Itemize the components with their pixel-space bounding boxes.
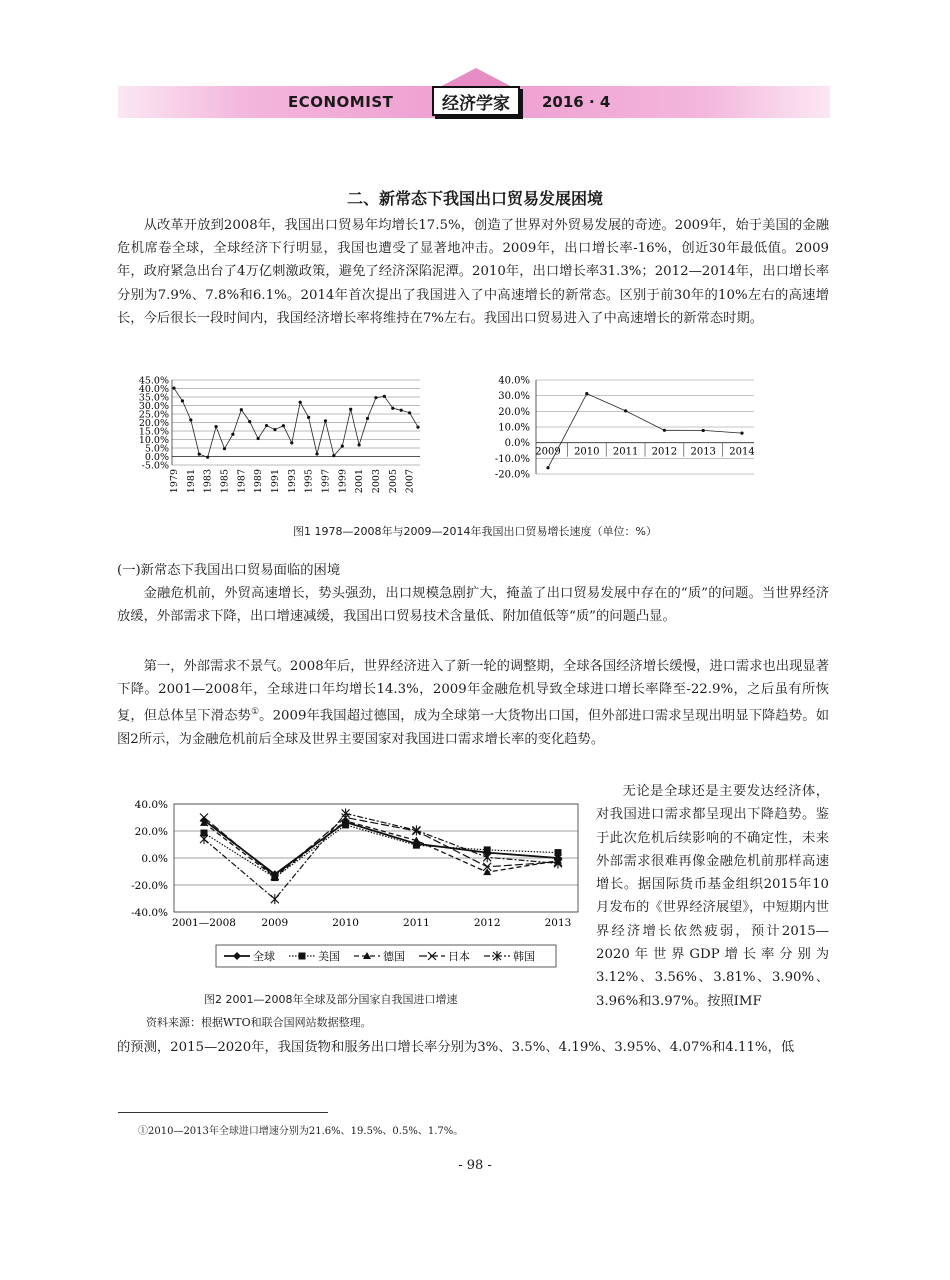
data-point (198, 453, 201, 456)
data-point (546, 466, 549, 469)
data-point (383, 395, 386, 398)
figure2-chart (118, 790, 590, 990)
y-tick-label: 30.0% (138, 401, 169, 412)
y-tick-label: 10.0% (498, 422, 530, 434)
data-point (349, 408, 352, 411)
figure1-caption: 图1 1978—2008年与2009—2014年我国出口贸易增长速度（单位：%） (293, 525, 657, 538)
x-tick-label: 2013 (544, 917, 572, 929)
x-tick-label: 1983 (202, 469, 214, 494)
y-tick-label: -20.0% (494, 469, 530, 481)
data-point (315, 452, 318, 455)
x-tick-label: 2001—2008 (172, 917, 236, 929)
x-tick-label: 2011 (612, 446, 639, 458)
data-point (332, 454, 335, 457)
paragraph-2: 金融危机前，外贸高速增长，势头强劲，出口规模急剧扩大，掩盖了出口贸易发展中存在的“质”的问题。当世界经济放缓，外部需求下降，出口增速减缓，我国出口贸易技术含量低、附加值低等“质”的问题凸显。 (117, 586, 829, 625)
y-tick-label: 15.0% (138, 426, 169, 438)
x-tick-label: 1979 (169, 469, 180, 494)
data-point (400, 409, 403, 412)
data-point (366, 417, 369, 420)
y-tick-label: -5.0% (141, 460, 169, 472)
y-tick-label: 25.0% (138, 409, 169, 421)
x-tick-label: 1987 (236, 469, 248, 494)
x-tick-label: 2012 (651, 446, 678, 458)
x-tick-label: 2007 (404, 469, 416, 494)
footnote-marker: ① (251, 707, 260, 718)
x-tick-label: 2014 (729, 446, 755, 458)
x-tick-label: 1999 (337, 469, 349, 494)
data-point (391, 407, 394, 410)
x-tick-label: 1991 (269, 469, 281, 494)
x-tick-label: 1997 (320, 469, 332, 494)
figure2-caption: 图2 2001—2008年全球及部分国家自我国进口增速 (204, 993, 458, 1006)
data-point (663, 429, 666, 432)
footnote-divider (118, 1112, 328, 1113)
legend-label: 日本 (448, 950, 470, 963)
data-point (282, 424, 285, 427)
journal-name: ECONOMIST (288, 93, 394, 111)
x-tick-label: 1993 (286, 469, 298, 494)
data-point (240, 408, 243, 411)
paragraph-3-text-a: 第一，外部需求不景气。2008年后，世界经济进入了新一轮的调整期，全球各国经济增长缓慢，进口需求也出现显著下降。2001—2008年，全球进口年均增长14.3%，2009年金融危机导致全球进口增长率降至-22.9%，之后虽有所恢复，但总体呈下滑态势 (117, 659, 829, 724)
y-tick-label: 20.0% (134, 826, 168, 838)
y-tick-label: 40.0% (138, 384, 169, 395)
data-point (585, 392, 588, 395)
x-tick-label: 1985 (219, 469, 231, 494)
data-point (290, 441, 293, 444)
data-point (273, 428, 276, 431)
footnote: ①2010—2013年全球进口增速分别为21.6%、19.5%、0.5%、1.7%。 (138, 1126, 464, 1137)
x-tick-label: 2012 (473, 917, 501, 929)
data-point (299, 953, 306, 960)
data-point (172, 387, 175, 390)
legend-label: 韩国 (513, 950, 535, 963)
data-point (257, 437, 260, 440)
paragraph-continued: 的预测，2015—2020年，我国货物和服务出口增长率分别为3%、3.5%、4.19%、3.95%、4.07%和4.11%，低 (117, 1040, 795, 1055)
legend-label: 全球 (253, 950, 275, 963)
y-tick-label: 40.0% (498, 375, 530, 387)
paragraph-1: 从改革开放到2008年，我国出口贸易年均增长17.5%，创造了世界对外贸易发展的奇迹。2009年，始于美国的金融危机席卷全球，全球经济下行明显，我国也遭受了显著地冲击。2009年，出口增长率-16%，创近30年最低值。2009年，政府紧急出台了4万亿刺激政策，避免了经济深陷泥潭。2010年，出口增长率31.3%；2012—2014年，出口增长率分别为7.9%、7.8%和6.1%。2014年首次提出了我国进入了中高速增长的新常态。区别于前30年的10%左右的高速增长，今后很长一段时间内，我国经济增长率将维持在7%左右。我国出口贸易进入了中高速增长的新常态时期。 (117, 218, 829, 326)
data-point (740, 432, 743, 435)
data-point (702, 429, 705, 432)
y-tick-label: 35.0% (138, 392, 169, 404)
x-tick-label: 1995 (303, 469, 315, 494)
y-tick-label: 0.0% (144, 452, 169, 463)
figure2-source: 资料来源：根据WTO和联合国网站数据整理。 (146, 1016, 372, 1029)
x-tick-label: 2010 (574, 446, 600, 458)
y-tick-label: 5.0% (144, 443, 169, 455)
side-paragraph: 无论是全球还是主要发达经济体，对我国进口需求都呈现出下降趋势。鉴于此次危机后续影响的不确定性，未来外部需求很难再像金融危机前那样高速增长。据国际货币基金组织2015年10月发布的《世界经济展望》，中短期内世界经济增长依然疲弱，预计2015—2020年世界GDP增长率分别为3.12%、3.56%、3.81%、3.90%、3.96%和3.97%。按照IMF (596, 784, 829, 1009)
data-point (223, 447, 226, 450)
data-point (341, 445, 344, 448)
x-tick-label: 2013 (690, 446, 716, 458)
y-tick-label: 0.0% (504, 438, 530, 450)
data-point (231, 433, 234, 436)
y-tick-label: -10.0% (494, 453, 530, 465)
x-tick-label: 2009 (261, 917, 289, 929)
x-tick-label: 2005 (387, 469, 399, 494)
legend-label: 德国 (383, 950, 405, 963)
x-tick-label: 2010 (332, 917, 359, 929)
x-tick-label: 2009 (535, 446, 561, 458)
y-tick-label: -20.0% (131, 880, 168, 892)
legend-label: 美国 (318, 950, 340, 963)
data-point (307, 416, 310, 419)
data-point (324, 419, 327, 422)
data-point (416, 425, 419, 428)
data-point (206, 456, 209, 459)
x-tick-label: 2003 (370, 469, 382, 494)
y-tick-label: 10.0% (138, 435, 169, 446)
data-point (189, 418, 192, 421)
y-tick-label: 20.0% (138, 418, 169, 429)
y-tick-label: -40.0% (131, 907, 168, 919)
figure1-right-chart (474, 372, 764, 482)
paragraph-3 (117, 655, 829, 751)
x-tick-label: 2011 (403, 917, 430, 929)
data-point (358, 443, 361, 446)
data-point (374, 396, 377, 399)
paragraph-3-text-b: 。2009年我国超过德国，成为全球第一大货物出口国，但外部进口需求呈现出明显下降趋势。如图2所示，为金融危机前后全球及世界主要国家对我国进口需求增长率的变化趋势。 (117, 708, 829, 748)
x-tick-label: 2001 (354, 469, 366, 494)
x-tick-label: 1989 (253, 469, 265, 494)
journal-title-box: 经济学家 (432, 86, 520, 116)
y-tick-label: 20.0% (498, 406, 530, 418)
y-tick-label: 0.0% (141, 853, 168, 865)
y-tick-label: 40.0% (134, 799, 168, 811)
data-point (248, 420, 251, 423)
y-tick-label: 45.0% (138, 375, 169, 387)
data-point (624, 409, 627, 412)
data-point (265, 424, 268, 427)
y-tick-label: 30.0% (498, 391, 530, 403)
subheading: (一)新常态下我国出口贸易面临的困境 (117, 563, 341, 578)
section-title: 二、新常态下我国出口贸易发展困境 (346, 189, 603, 208)
issue-number: 2016 · 4 (542, 93, 611, 111)
data-point (181, 399, 184, 402)
figure1-left-chart (128, 372, 428, 514)
data-point (299, 401, 302, 404)
data-point (555, 849, 562, 856)
data-point (214, 425, 217, 428)
data-point (408, 411, 411, 414)
x-tick-label: 1981 (185, 469, 197, 494)
page-number: - 98 - (458, 1158, 492, 1173)
